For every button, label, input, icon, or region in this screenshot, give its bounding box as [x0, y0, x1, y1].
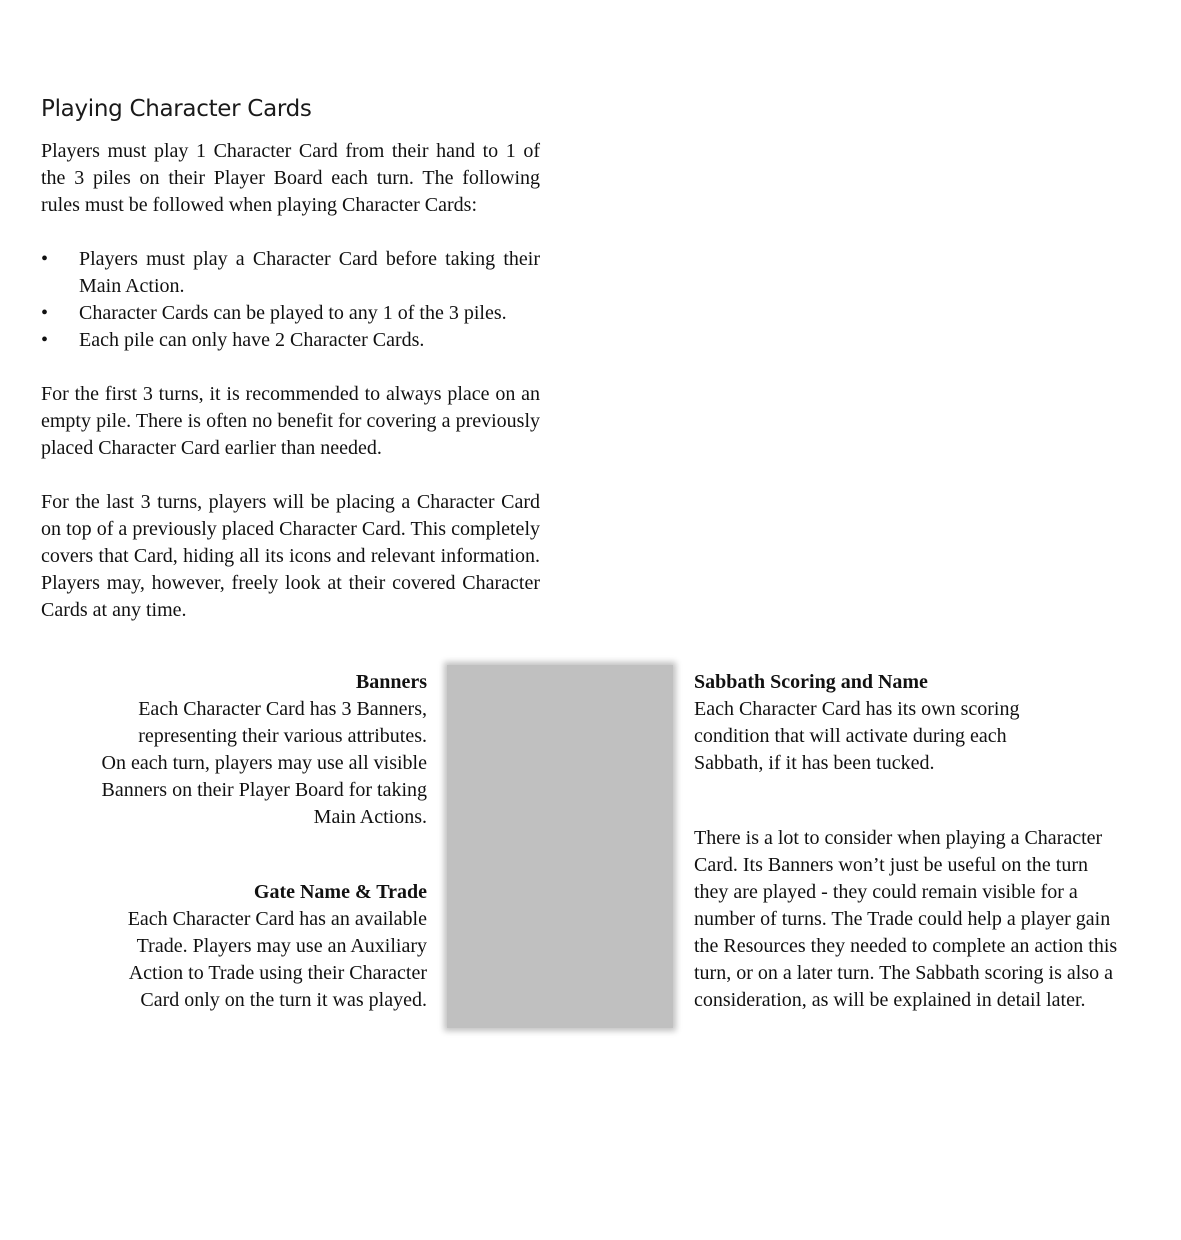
intro-paragraph [41, 138, 540, 219]
gate-line: Card only on the turn it was played. [140, 989, 427, 1011]
bullet-icon: • [41, 329, 49, 351]
list-item-text: Each pile can only have 2 Character Cards. [79, 329, 425, 351]
list-item [41, 300, 540, 327]
banners-line: On each turn, players may use all visible [101, 752, 427, 774]
intro-text: Players must play 1 Character Card from their hand to 1 of the 3 piles on their Player Board each turn. The following rules must be followed when playing Character Cards: [41, 140, 540, 216]
banners-callout [47, 669, 427, 831]
consider-line: number of turns. The Trade could help a player gain [694, 908, 1111, 930]
bullet-icon: • [41, 302, 49, 324]
gate-line: Each Character Card has an available [127, 908, 427, 930]
consider-line: the Resources they needed to complete an action this [694, 935, 1118, 957]
banners-line: representing their various attributes. [138, 725, 427, 747]
character-card-placeholder [447, 665, 673, 1028]
banners-line: Main Actions. [313, 806, 427, 828]
sabbath-callout [694, 669, 1144, 777]
last-turns-paragraph [41, 489, 540, 624]
banners-line: Each Character Card has 3 Banners, [138, 698, 427, 720]
consider-line: they are played - they could remain visible for a [694, 881, 1078, 903]
first-turns-text: For the first 3 turns, it is recommended to always place on an empty pile. There is often no benefit for covering a previously placed Character Card earlier than needed. [41, 383, 540, 459]
consider-line: turn, or on a later turn. The Sabbath scoring is also a [694, 962, 1113, 984]
gate-line: Action to Trade using their Character [128, 962, 427, 984]
last-turns-text: For the last 3 turns, players will be placing a Character Card on top of a previously placed Character Card. This completely covers that Card, hiding all its icons and relevant information. Players may, however, freely look at their covered Character Cards at any time. [41, 491, 540, 621]
sabbath-line: Sabbath, if it has been tucked. [694, 752, 935, 774]
first-turns-paragraph [41, 381, 540, 462]
page-title: Playing Character Cards [41, 96, 312, 122]
gate-title: Gate Name & Trade [253, 881, 427, 903]
list-item-text: Character Cards can be played to any 1 of the 3 piles. [79, 302, 507, 324]
consider-paragraph [694, 825, 1144, 1014]
banners-line: Banners on their Player Board for taking [101, 779, 427, 801]
sabbath-line: condition that will activate during each [694, 725, 1007, 747]
consider-line: consideration, as will be explained in detail later. [694, 989, 1086, 1011]
sabbath-line: Each Character Card has its own scoring [694, 698, 1020, 720]
banners-title: Banners [355, 671, 427, 693]
sabbath-title: Sabbath Scoring and Name [694, 671, 928, 693]
consider-line: There is a lot to consider when playing a Character [694, 827, 1103, 849]
rules-list [41, 246, 540, 354]
list-item [41, 246, 540, 300]
list-item-text: Players must play a Character Card before taking their Main Action. [79, 248, 540, 297]
bullet-icon: • [41, 248, 49, 270]
gate-line: Trade. Players may use an Auxiliary [136, 935, 427, 957]
list-item [41, 327, 540, 354]
consider-line: Card. Its Banners won’t just be useful on the turn [694, 854, 1089, 876]
gate-callout [47, 879, 427, 1014]
